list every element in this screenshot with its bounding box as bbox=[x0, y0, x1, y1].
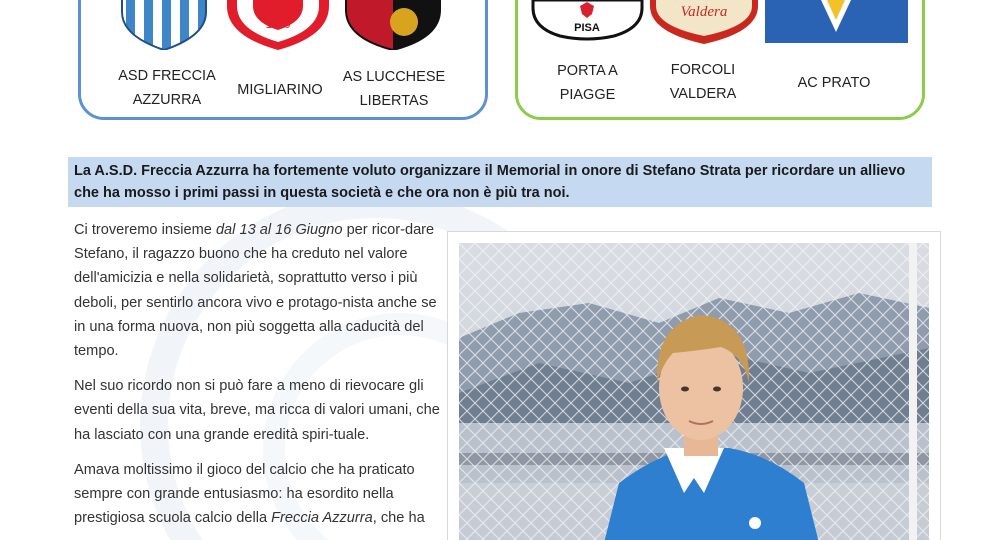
article-body bbox=[74, 218, 444, 540]
freccia-azzurra-logo-icon bbox=[118, 0, 210, 50]
team-porta-a-piagge: PORTA A PIAGGE bbox=[557, 63, 618, 103]
paragraph-1: Ci troveremo insieme dal 13 al 16 Giugno per ricor-dare Stefano, il ragazzo buono che ha creduto nel valore dell'amicizia e nella solidarietà, soprattutto verso i più deboli, per sentirlo ancora vivo e protago-nista anche se in una forma nuova, non più soggetta alla caducità del tempo. bbox=[74, 222, 437, 360]
svg-text:1976: 1976 bbox=[265, 19, 291, 31]
player-photo bbox=[459, 243, 929, 540]
team-migliarino: MIGLIARINO bbox=[237, 82, 323, 98]
team-lucchese: AS LUCCHESE LIBERTAS bbox=[342, 69, 446, 109]
paragraph-2: Nel suo ricordo non si può fare a meno di rievocare gli eventi della sua vita, breve, ma ricca di valori umani, che ha lasciato con una grande eredità spiri-tuale. bbox=[74, 378, 440, 443]
migliarino-logo-icon bbox=[223, 0, 333, 50]
prato-logo-icon bbox=[765, 0, 908, 43]
lucchese-logo-icon bbox=[344, 0, 442, 50]
photo-frame bbox=[447, 231, 941, 540]
svg-text:Valdera: Valdera bbox=[680, 4, 728, 20]
paragraph-3: Amava moltissimo il gioco del calcio che ha praticato sempre con grande entusiasmo: ha esordito nella prestigiosa scuola calcio della Freccia Azzurra, che ha bbox=[74, 461, 425, 527]
pisa-logo-icon bbox=[530, 0, 645, 42]
team-ac-prato: AC PRATO bbox=[797, 75, 871, 91]
team-freccia-azzurra: ASD FRECCIA AZZURRA bbox=[118, 68, 216, 108]
intro-highlight: La A.S.D. Freccia Azzurra ha fortemente voluto organizzare il Memorial in onore di Stefano Strata per ricordare un allievo che ha mosso i primi passi in questa società e che ora non è più tra noi. bbox=[68, 157, 932, 207]
team-forcoli-valdera: FORCOLI VALDERA bbox=[669, 62, 737, 102]
svg-text:PISA: PISA bbox=[574, 22, 600, 34]
forcoli-logo-icon bbox=[648, 0, 760, 44]
